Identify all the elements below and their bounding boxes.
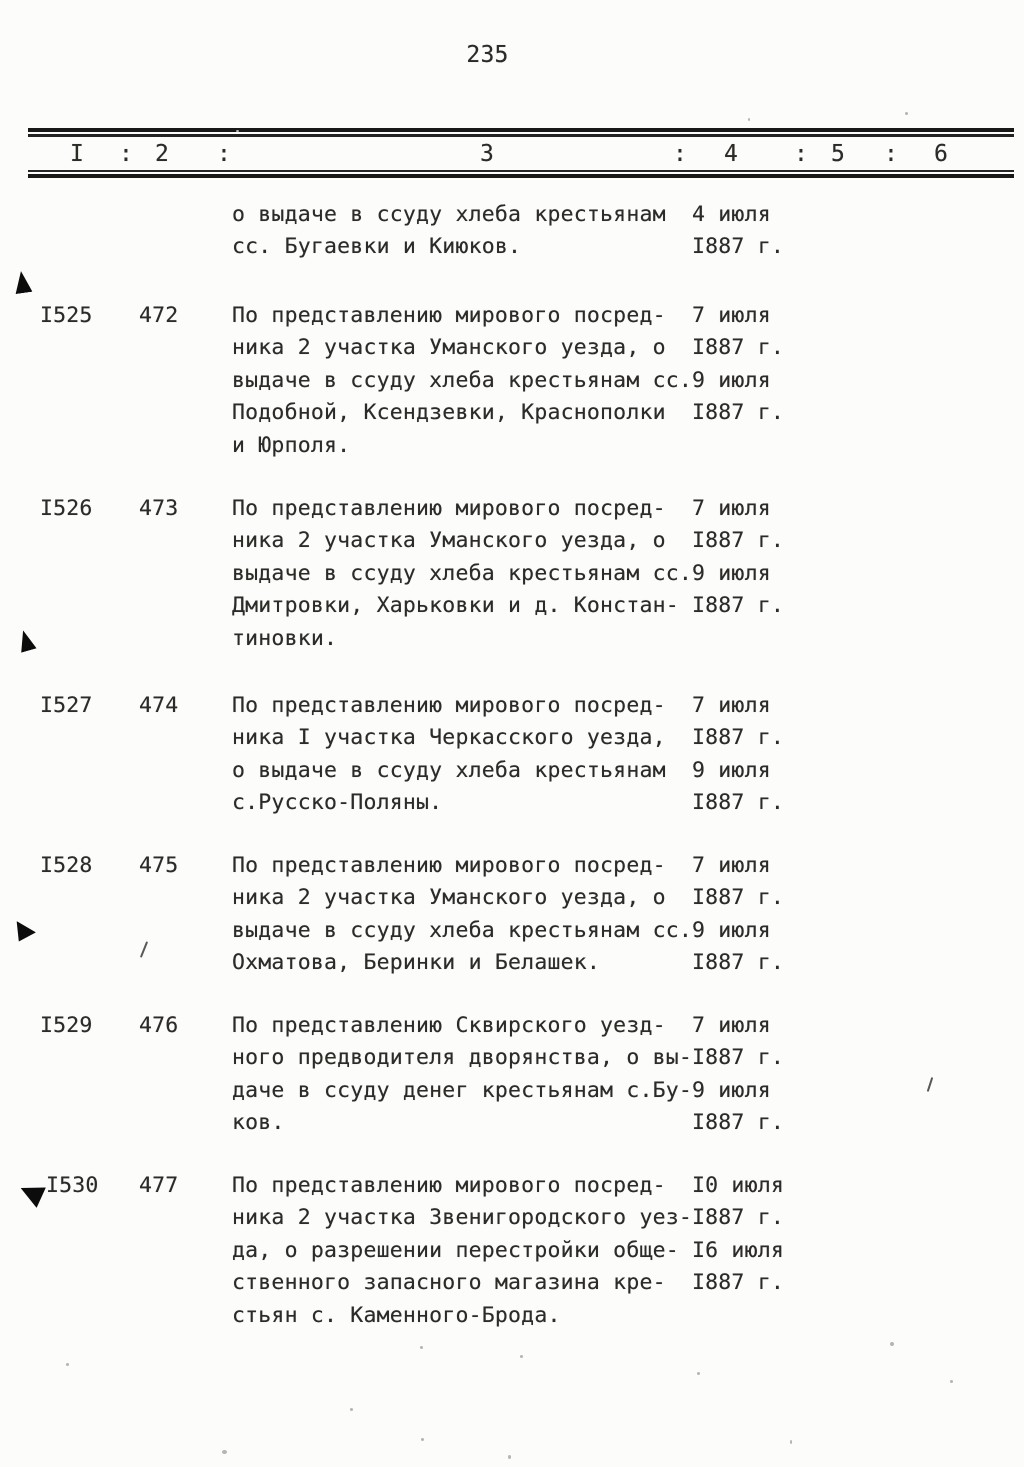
date-line: 7 июля	[692, 1013, 771, 1038]
description-line: стьян с. Каменного-Брода.	[232, 1302, 561, 1328]
description-line: и Юрполя.	[232, 432, 351, 458]
entry-dates	[692, 1010, 784, 1140]
date-line: I887 г.	[692, 593, 785, 619]
description-line: да, о разрешении перестройки обще-	[232, 1237, 679, 1263]
date-line: I887 г.	[692, 725, 785, 751]
entry-dates	[692, 300, 784, 430]
date-line: I887 г.	[692, 1270, 785, 1296]
date-line: I887 г.	[692, 1110, 785, 1136]
date-line: I887 г.	[692, 885, 785, 911]
description-line: даче в ссуду денег крестьянам с.Бу-	[232, 1077, 693, 1103]
pen-stroke	[927, 1077, 934, 1092]
description-line: выдаче в ссуду хлеба крестьянам сс.	[232, 367, 693, 393]
date-line: I887 г.	[692, 1205, 785, 1231]
pen-stroke	[140, 941, 148, 958]
header-separator: :	[217, 141, 232, 167]
entry-number: I526	[40, 496, 93, 521]
date-line: I887 г.	[692, 790, 785, 816]
page-number: 235	[466, 42, 509, 68]
date-line: 9 июля	[692, 917, 771, 943]
description-line: ника 2 участка Уманского уезда, о	[232, 528, 666, 554]
date-line: I887 г.	[692, 528, 785, 554]
entry-description	[232, 690, 666, 820]
description-line: ков.	[232, 1110, 285, 1136]
description-line: Дмитровки, Харьковки и д. Констан-	[232, 593, 679, 619]
date-line: I887 г.	[692, 950, 785, 976]
date-line: 7 июля	[692, 496, 771, 521]
header-col-3: 3	[480, 141, 495, 167]
header-separator: :	[673, 141, 688, 167]
description-line: с.Русско-Поляны.	[232, 790, 443, 816]
date-line: 7 июля	[692, 853, 771, 878]
date-line: I887 г.	[692, 335, 785, 361]
entry-dates	[692, 850, 784, 980]
description-line: выдаче в ссуду хлеба крестьянам сс.	[232, 917, 693, 943]
description-line: Охматова, Беринки и Белашек.	[232, 950, 601, 976]
entry-dates	[692, 199, 784, 264]
date-line: 9 июля	[692, 367, 771, 393]
entry-dates	[692, 690, 784, 820]
header-col-1: I	[70, 141, 85, 167]
header-col-6: 6	[934, 141, 949, 167]
ink-blot	[21, 1183, 49, 1209]
entry-description	[232, 1170, 692, 1332]
description-line: По представлению мирового посред-	[232, 496, 666, 521]
date-line: 7 июля	[692, 693, 771, 718]
date-line: 9 июля	[692, 757, 771, 783]
entry-number: I527	[40, 693, 93, 718]
description-line: ника 2 участка Звенигородского уез-	[232, 1205, 693, 1231]
entry-description	[232, 493, 692, 655]
entry-dates	[692, 1170, 784, 1300]
entry-old-number: 477	[139, 1173, 179, 1198]
date-line: I887 г.	[692, 1045, 785, 1071]
entry-old-number: 476	[139, 1013, 179, 1038]
entry-number: I530	[46, 1173, 99, 1198]
description-line: ника 2 участка Уманского уезда, о	[232, 885, 666, 911]
description-line: ного предводителя дворянства, о вы-	[232, 1045, 693, 1071]
description-line: Подобной, Ксендзевки, Краснополки	[232, 400, 666, 426]
header-separator: :	[794, 141, 809, 167]
description-line: По представлению Сквирского уезд-	[232, 1013, 666, 1038]
description-line: По представлению мирового посред-	[232, 693, 666, 718]
date-line: I887 г.	[692, 400, 785, 426]
date-line: 4 июля	[692, 202, 771, 227]
date-line: 9 июля	[692, 560, 771, 586]
description-line: ника 2 участка Уманского уезда, о	[232, 335, 666, 361]
description-line: ственного запасного магазина кре-	[232, 1270, 666, 1296]
table-top-rule	[28, 128, 1014, 137]
entry-number: I525	[40, 303, 93, 328]
date-line: I6 июля	[692, 1237, 785, 1263]
description-line: выдаче в ссуду хлеба крестьянам сс.	[232, 560, 693, 586]
entry-description	[232, 199, 666, 264]
entry-old-number: 475	[139, 853, 179, 878]
header-col-2: 2	[155, 141, 170, 167]
description-line: По представлению мирового посред-	[232, 1173, 666, 1198]
table-header-bottom-rule	[28, 170, 1014, 178]
date-line: 7 июля	[692, 303, 771, 328]
header-col-5: 5	[831, 141, 846, 167]
entry-old-number: 473	[139, 496, 179, 521]
description-line: о выдаче в ссуду хлеба крестьянам	[232, 202, 666, 227]
description-line: о выдаче в ссуду хлеба крестьянам	[232, 757, 666, 783]
description-line: ника I участка Черкасского уезда,	[232, 725, 666, 751]
header-separator: :	[119, 141, 134, 167]
entry-old-number: 472	[139, 303, 179, 328]
date-line: 9 июля	[692, 1077, 771, 1103]
entry-number: I529	[40, 1013, 93, 1038]
description-line: По представлению мирового посред-	[232, 853, 666, 878]
entry-number: I528	[40, 853, 93, 878]
entry-description	[232, 1010, 692, 1140]
description-line: сс. Бугаевки и Киюков.	[232, 234, 522, 260]
date-line: I0 июля	[692, 1173, 785, 1198]
entry-old-number: 474	[139, 693, 179, 718]
ink-blot-triangle	[15, 628, 36, 653]
entry-description	[232, 300, 692, 462]
ink-blot	[15, 918, 37, 942]
entry-description	[232, 850, 692, 980]
ink-blot-triangle	[13, 270, 33, 294]
description-line: тиновки.	[232, 625, 338, 651]
entry-dates	[692, 493, 784, 623]
header-col-4: 4	[724, 141, 739, 167]
date-line: I887 г.	[692, 234, 785, 260]
description-line: По представлению мирового посред-	[232, 303, 666, 328]
header-separator: :	[884, 141, 899, 167]
